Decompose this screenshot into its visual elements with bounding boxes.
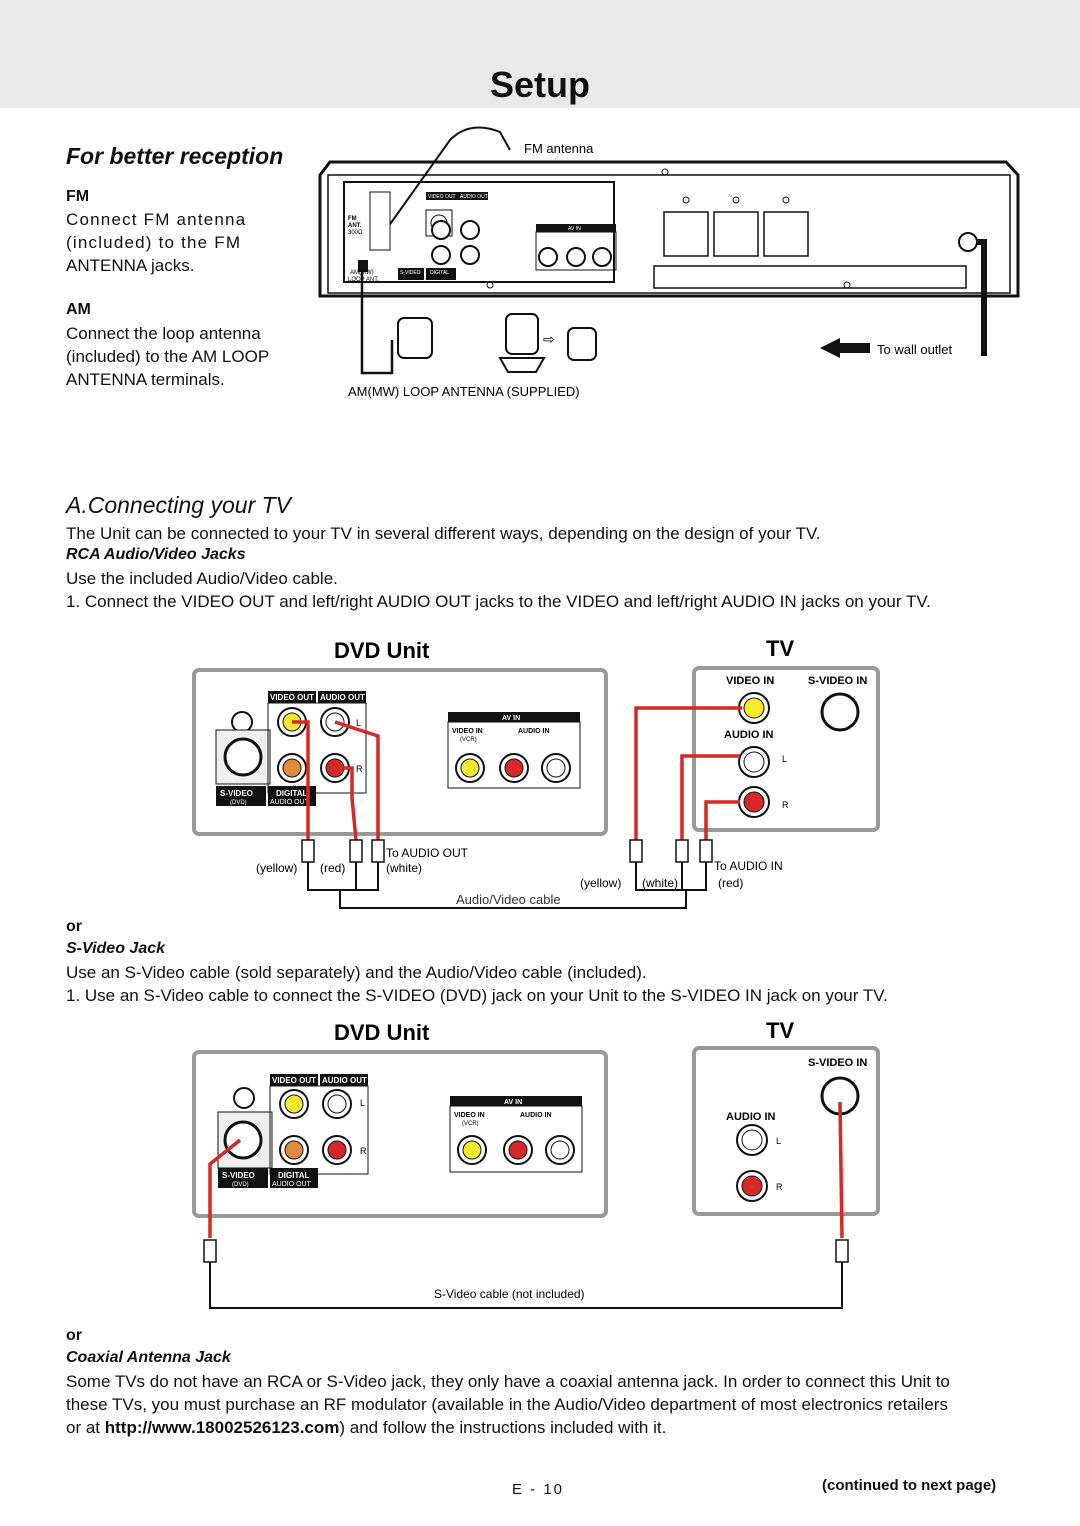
wall-outlet-label: To wall outlet: [877, 342, 953, 357]
digital-jack: [432, 246, 450, 264]
video-out-label: VIDEO OUT: [270, 693, 315, 702]
s-video-label: S-VIDEO: [220, 789, 253, 798]
tv-video-in-label: VIDEO IN: [726, 675, 775, 687]
to-audio-out-label: To AUDIO OUT: [386, 846, 469, 860]
av-video-ring: [461, 759, 479, 777]
coax-url-link[interactable]: http://www.18002526123.com: [104, 1418, 340, 1437]
av-audio-r-ring: [505, 759, 523, 777]
tv-l-label: L: [776, 1136, 782, 1146]
arrow-left-icon: [820, 338, 870, 358]
svideo-cable-body: [210, 1262, 842, 1308]
digital-audio-out-label: AUDIO OUT: [272, 1181, 311, 1188]
tv-s-video-in-label: S-VIDEO IN: [808, 1057, 868, 1069]
power-inlet: [959, 233, 977, 251]
panel-av-in: AV IN: [568, 226, 581, 232]
svideo-diagram: [180, 1012, 900, 1312]
power-cord: [968, 242, 984, 356]
panel-ant-label: ANT.: [348, 223, 362, 229]
tv-video-ring: [744, 698, 764, 718]
tv-r-label: R: [782, 800, 789, 810]
l-label: L: [356, 718, 362, 728]
continued-label: (continued to next page): [822, 1477, 997, 1494]
tv-audio-r-ring: [742, 1176, 762, 1196]
coax-line-3-start: or at: [66, 1418, 105, 1437]
panel-loop-label: LOOP ANT.: [348, 277, 379, 283]
reception-heading: For better reception: [66, 143, 284, 169]
svideo-plugs: [204, 1240, 848, 1262]
av-in-label: AV IN: [504, 1099, 523, 1106]
tv-s-video-jack: [822, 694, 858, 730]
tv-label: TV: [766, 1018, 795, 1043]
loop-antenna-label: AM(MW) LOOP ANTENNA (SUPPLIED): [348, 384, 580, 399]
rca-plugs: [302, 840, 712, 862]
svideo-cable-label: S-Video cable (not included): [434, 1287, 585, 1301]
panel-ohm-label: 300Ω: [348, 230, 363, 236]
panel-video-out: VIDEO OUT: [428, 194, 456, 200]
vcr-label: (VCR): [462, 1121, 479, 1127]
s-video-circle: [225, 739, 261, 775]
white-label: (white): [386, 861, 423, 875]
digital-ring: [285, 1141, 303, 1159]
av-in-label: AV IN: [502, 715, 521, 722]
dvd-unit-label: DVD Unit: [334, 638, 430, 663]
white2-label: (white): [642, 876, 679, 890]
panel-audio-out: AUDIO OUT: [460, 194, 488, 200]
audio-out-r-ring: [328, 1141, 346, 1159]
connecting-intro: The Unit can be connected to your TV in several different ways, depending on the design of your TV.: [66, 524, 821, 543]
connecting-heading: A.Connecting your TV: [66, 492, 292, 518]
r-label: R: [360, 1146, 367, 1156]
speaker-terminals: [654, 197, 966, 288]
audio-out-label: AUDIO OUT: [320, 693, 365, 702]
video-out-ring: [285, 1095, 303, 1113]
panel-fm-label: FM: [348, 216, 357, 222]
yellow-label: (yellow): [256, 861, 298, 875]
rca-text-2: 1. Connect the VIDEO OUT and left/right AUDIO OUT jacks to the VIDEO and left/right AUDIO IN jacks on your TV.: [66, 592, 931, 611]
av-video-ring: [463, 1141, 481, 1159]
rca-diagram: [180, 628, 900, 918]
rca-text-1: Use the included Audio/Video cable.: [66, 569, 338, 588]
jack-ground: [232, 712, 252, 732]
screw-hole: [662, 169, 668, 175]
fm-line-3: ANTENNA jacks.: [66, 256, 195, 275]
am-heading: AM: [66, 301, 91, 318]
antenna-diagram: [300, 120, 1040, 410]
svideo-heading: S-Video Jack: [66, 940, 166, 957]
av-video-in-label: VIDEO IN: [452, 728, 483, 735]
av-audio-l-ring: [551, 1141, 569, 1159]
audio-out-label: AUDIO OUT: [322, 1076, 367, 1085]
am-line-3: ANTENNA terminals.: [66, 370, 225, 389]
jack-ground: [234, 1088, 254, 1108]
svideo-text-2: 1. Use an S-Video cable to connect the S-VIDEO (DVD) jack on your Unit to the S-VIDEO IN jack on your TV.: [66, 986, 888, 1005]
red2-label: (red): [718, 876, 744, 890]
av-audio-r-jack: [593, 248, 611, 266]
fm-heading: FM: [66, 188, 90, 205]
digital-label: DIGITAL: [276, 789, 308, 798]
page-title: Setup: [489, 64, 590, 105]
red-label: (red): [320, 861, 346, 875]
digital-label: DIGITAL: [278, 1171, 310, 1180]
fm-antenna-label: FM antenna: [524, 141, 594, 156]
fm-line-1: Connect FM antenna: [66, 210, 247, 229]
coax-line-2: these TVs, you must purchase an RF modulator (available in the Audio/Video department of most electronics retailers: [66, 1395, 948, 1414]
am-line-1: Connect the loop antenna: [66, 324, 261, 343]
coax-line-1: Some TVs do not have an RCA or S-Video jack, they only have a coaxial antenna jack. In order to connect this Unit to: [66, 1372, 950, 1391]
svideo-text-1: Use an S-Video cable (sold separately) and the Audio/Video cable (included).: [66, 963, 647, 982]
av-audio-in-label: AUDIO IN: [518, 728, 550, 735]
audio-out-l-jack: [461, 221, 479, 239]
panel-s-video: S-VIDEO: [400, 270, 421, 276]
tv-label: TV: [766, 636, 795, 661]
video-out-label: VIDEO OUT: [272, 1076, 317, 1085]
am-line-2: (included) to the AM LOOP: [66, 347, 270, 366]
am-loop-wire: [362, 272, 392, 373]
panel-am-label: AM(MW): [350, 270, 374, 276]
l-label: L: [360, 1098, 366, 1108]
yellow2-label: (yellow): [580, 876, 622, 890]
tv-panel: [694, 1048, 878, 1214]
av-video-in-label: VIDEO IN: [454, 1112, 485, 1119]
coax-line-3-end: ) and follow the instructions included with it.: [339, 1418, 667, 1437]
av-audio-l-jack: [567, 248, 585, 266]
av-audio-in-label: AUDIO IN: [520, 1112, 552, 1119]
fm-line-2: (included) to the FM: [66, 233, 242, 252]
audio-out-r-jack: [461, 246, 479, 264]
rca-heading: RCA Audio/Video Jacks: [66, 546, 246, 563]
page-number: E - 10: [512, 1481, 565, 1498]
dvd-label: (DVD): [230, 800, 247, 806]
tv-audio-l-ring: [744, 752, 764, 772]
tv-audio-in-label: AUDIO IN: [726, 1111, 776, 1123]
tv-l-label: L: [782, 754, 788, 764]
av-cable-label: Audio/Video cable: [456, 892, 561, 907]
or-1: or: [66, 918, 82, 935]
digital-ring: [283, 759, 301, 777]
tv-r-label: R: [776, 1182, 783, 1192]
tv-audio-l-ring: [742, 1130, 762, 1150]
loop-antenna-icon: [398, 314, 596, 372]
panel-digital: DIGITAL: [430, 270, 450, 276]
av-video-jack: [539, 248, 557, 266]
s-video-circle: [225, 1122, 261, 1158]
av-audio-l-ring: [547, 759, 565, 777]
arrow-right-icon: ⇨: [543, 331, 555, 347]
tv-s-video-in-label: S-VIDEO IN: [808, 675, 868, 687]
coax-line-3: [66, 1416, 666, 1439]
fm-terminal: [370, 192, 390, 250]
av-audio-r-ring: [509, 1141, 527, 1159]
digital-audio-out-label: AUDIO OUT: [270, 799, 309, 806]
vcr-label: (VCR): [460, 737, 477, 743]
r-label: R: [356, 764, 363, 774]
tv-audio-r-ring: [744, 792, 764, 812]
or-2: or: [66, 1327, 82, 1344]
screw-hole: [844, 282, 850, 288]
audio-out-l-ring: [328, 1095, 346, 1113]
coax-heading: Coaxial Antenna Jack: [66, 1349, 231, 1366]
video-out-jack: [432, 221, 450, 239]
s-video-label: S-VIDEO: [222, 1171, 255, 1180]
to-audio-in-label: To AUDIO IN: [714, 859, 783, 873]
tv-audio-in-label: AUDIO IN: [724, 729, 774, 741]
dvd-label: (DVD): [232, 1182, 249, 1188]
dvd-unit-label: DVD Unit: [334, 1020, 430, 1045]
